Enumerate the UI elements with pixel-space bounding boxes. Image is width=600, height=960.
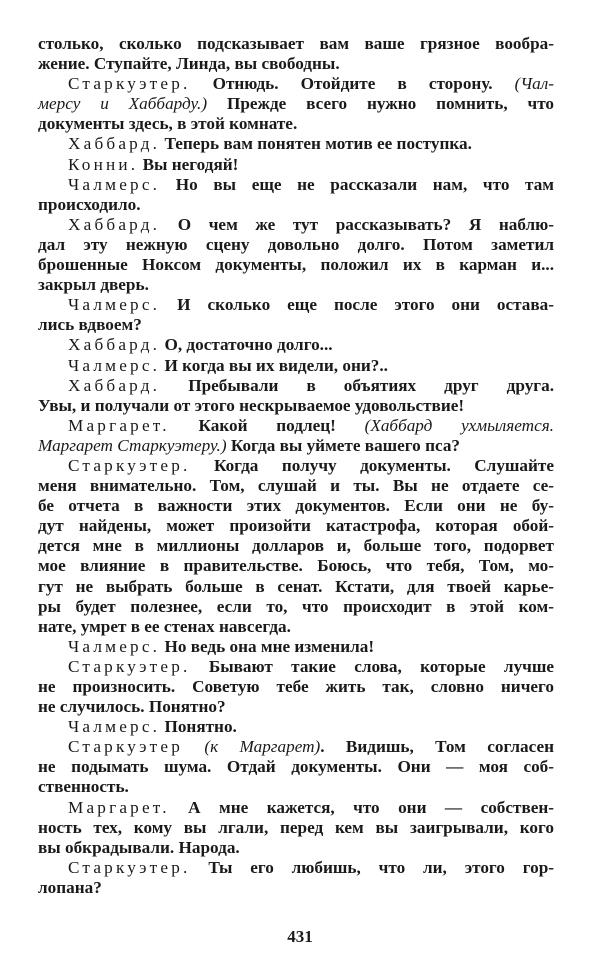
text-line	[38, 697, 554, 717]
line-text: нате, умрет в ее стенах навсегда.	[38, 616, 291, 636]
line-text: О чем же тут рассказывать? Я наблю-	[160, 214, 554, 234]
speaker-name: Хаббард.	[68, 214, 161, 234]
line-text: ность тех, кому вы лгали, перед кем вы заигрывали, кого	[38, 817, 554, 837]
dialogue-paragraph	[38, 215, 554, 295]
line-text: документы здесь, в этой комнате.	[38, 114, 298, 134]
text-line	[38, 155, 554, 175]
text-line	[38, 777, 554, 797]
stage-direction: (к Маргарет)	[183, 737, 321, 757]
text-line	[38, 637, 554, 657]
speaker-name: Хаббард.	[68, 375, 161, 395]
stage-direction: мерсу и Хаббарду.)	[38, 94, 208, 114]
speaker-name: Хаббард.	[68, 134, 161, 154]
line-text: Когда получу документы. Слушайте	[190, 455, 554, 475]
text-line	[38, 597, 554, 617]
speaker-name: Чалмерс.	[68, 636, 161, 656]
line-text: не подымать шума. Отдай документы. Они — моя соб-	[38, 757, 554, 777]
speaker-name: Старкуэтер.	[68, 74, 191, 94]
dialogue-paragraph	[38, 737, 554, 797]
text-line	[38, 838, 554, 858]
text-line	[38, 114, 554, 134]
line-text: лись вдвоем?	[38, 315, 142, 335]
dialogue-paragraph	[38, 376, 554, 416]
text-line	[38, 275, 554, 295]
text-line	[38, 717, 554, 737]
line-text: закрыл дверь.	[38, 275, 149, 295]
line-text: Понятно.	[160, 717, 237, 737]
speaker-name: Маргарет.	[68, 415, 170, 435]
dialogue-paragraph	[38, 74, 554, 134]
line-text: Но вы еще не рассказали нам, что там	[160, 174, 554, 194]
dialogue-paragraph	[38, 456, 554, 637]
speaker-name: Старкуэтер	[68, 737, 183, 757]
text-line	[38, 677, 554, 697]
text-line	[38, 94, 554, 114]
text-line	[38, 356, 554, 376]
text-line	[38, 456, 554, 476]
stage-direction: Маргарет Старкуэтеру.)	[38, 435, 227, 455]
text-line	[38, 376, 554, 396]
line-text: Ты его любишь, что ли, этого гор-	[190, 857, 554, 877]
stage-direction: (Чал-	[514, 74, 554, 94]
dialogue-paragraph	[38, 134, 554, 154]
dialogue-paragraph	[38, 858, 554, 898]
text-line	[38, 175, 554, 195]
dialogue-paragraph	[38, 155, 554, 175]
line-text: Отнюдь. Отойдите в сторону.	[190, 74, 515, 94]
text-line	[38, 476, 554, 496]
text-line	[38, 34, 554, 54]
line-text: столько, сколько подсказывает вам ваше грязное вообра-	[38, 34, 554, 53]
line-text: ственность.	[38, 777, 129, 797]
speaker-name: Чалмерс.	[68, 174, 161, 194]
dialogue-paragraph	[38, 416, 554, 456]
text-line	[38, 295, 554, 315]
dialogue-paragraph	[38, 657, 554, 717]
line-text: Вы негодяй!	[138, 154, 239, 174]
dialogue-paragraph	[38, 335, 554, 355]
text-line	[38, 416, 554, 436]
page-number: 431	[287, 927, 313, 946]
line-text: И сколько еще после этого они остава-	[160, 295, 554, 315]
text-line	[38, 235, 554, 255]
dialogue-paragraph	[38, 175, 554, 215]
text-line	[38, 577, 554, 597]
line-text: бе отчета в важности этих документов. Если они не бу-	[38, 496, 554, 516]
dialogue-paragraph	[38, 356, 554, 376]
line-text: гут не выбрать больше в сенат. Кстати, для твоей карье-	[38, 576, 554, 596]
line-text: дут найдены, может произойти катастрофа, которая обой-	[38, 516, 554, 536]
text-line	[38, 436, 554, 456]
text-line	[38, 74, 554, 94]
stage-direction: (Хаббард ухмыляется.	[364, 415, 554, 435]
text-line	[38, 858, 554, 878]
text-line	[38, 737, 554, 757]
line-text: ры будет полезнее, если то, что происходит в этой ком-	[38, 596, 554, 616]
speaker-name: Чалмерс.	[68, 355, 161, 375]
dialogue-paragraph	[38, 798, 554, 858]
line-text: Теперь вам понятен мотив ее поступка.	[160, 134, 472, 154]
dialogue-paragraph	[38, 295, 554, 335]
line-text: Прежде всего нужно помнить, что	[207, 94, 555, 114]
speaker-name: Чалмерс.	[68, 717, 161, 737]
line-text: Какой подлец!	[169, 415, 365, 435]
speaker-name: Маргарет.	[68, 797, 170, 817]
line-text: происходило.	[38, 194, 141, 214]
line-text: не случилось. Понятно?	[38, 697, 226, 717]
text-line	[38, 556, 554, 576]
dialogue-paragraph	[38, 34, 554, 74]
line-text: вы обкрадывали. Народа.	[38, 837, 240, 857]
line-text: дется мне в миллионы долларов и, больше того, подорвет	[38, 536, 554, 556]
speaker-name: Старкуэтер.	[68, 455, 191, 475]
text-line	[38, 54, 554, 74]
text-line	[38, 134, 554, 154]
line-text: Увы, и получали от этого нескрываемое удовольствие!	[38, 395, 465, 415]
line-text: жение. Ступайте, Линда, вы свободны.	[38, 54, 340, 74]
line-text: И когда вы их видели, они?..	[160, 355, 388, 375]
text-line	[38, 536, 554, 556]
text-line	[38, 396, 554, 416]
line-text: дал эту нежную сцену довольно долго. Потом заметил	[38, 234, 554, 254]
dialogue-paragraph	[38, 717, 554, 737]
text-line	[38, 878, 554, 898]
line-text: Пребывали в объятиях друг друга.	[160, 375, 554, 395]
line-text: Но ведь она мне изменила!	[160, 636, 375, 656]
line-text: лопана?	[38, 877, 102, 897]
text-line	[38, 757, 554, 777]
text-line	[38, 657, 554, 677]
text-line	[38, 195, 554, 215]
text-line	[38, 818, 554, 838]
speaker-name: Старкуэтер.	[68, 857, 191, 877]
line-text: не произносить. Советую тебе жить так, словно ничего	[38, 677, 554, 696]
text-line	[38, 315, 554, 335]
line-text: мое влияние в правительстве. Боюсь, что тебя, Том, мо-	[38, 556, 554, 576]
line-text: А мне кажется, что они — собствен-	[169, 797, 554, 817]
speaker-name: Чалмерс.	[68, 295, 161, 315]
line-text: меня внимательно. Том, слушай и ты. Вы не отдаете се-	[38, 476, 554, 496]
speaker-name: Хаббард.	[68, 335, 161, 355]
text-line	[38, 617, 554, 637]
text-line	[38, 255, 554, 275]
speaker-name: Старкуэтер.	[68, 656, 191, 676]
line-text: . Видишь, Том согласен	[320, 737, 554, 757]
dialogue-paragraph	[38, 637, 554, 657]
line-text: брошенные Ноксом документы, положил их в карман и...	[38, 255, 554, 275]
speaker-name: Конни.	[68, 154, 139, 174]
text-line	[38, 496, 554, 516]
text-line	[38, 215, 554, 235]
line-text: О, достаточно долго...	[160, 335, 333, 355]
line-text: Когда вы уймете вашего пса?	[226, 435, 461, 455]
text-line	[38, 798, 554, 818]
text-line	[38, 335, 554, 355]
book-page-text	[38, 34, 554, 898]
line-text: Бывают такие слова, которые лучше	[190, 656, 554, 676]
text-line	[38, 516, 554, 536]
